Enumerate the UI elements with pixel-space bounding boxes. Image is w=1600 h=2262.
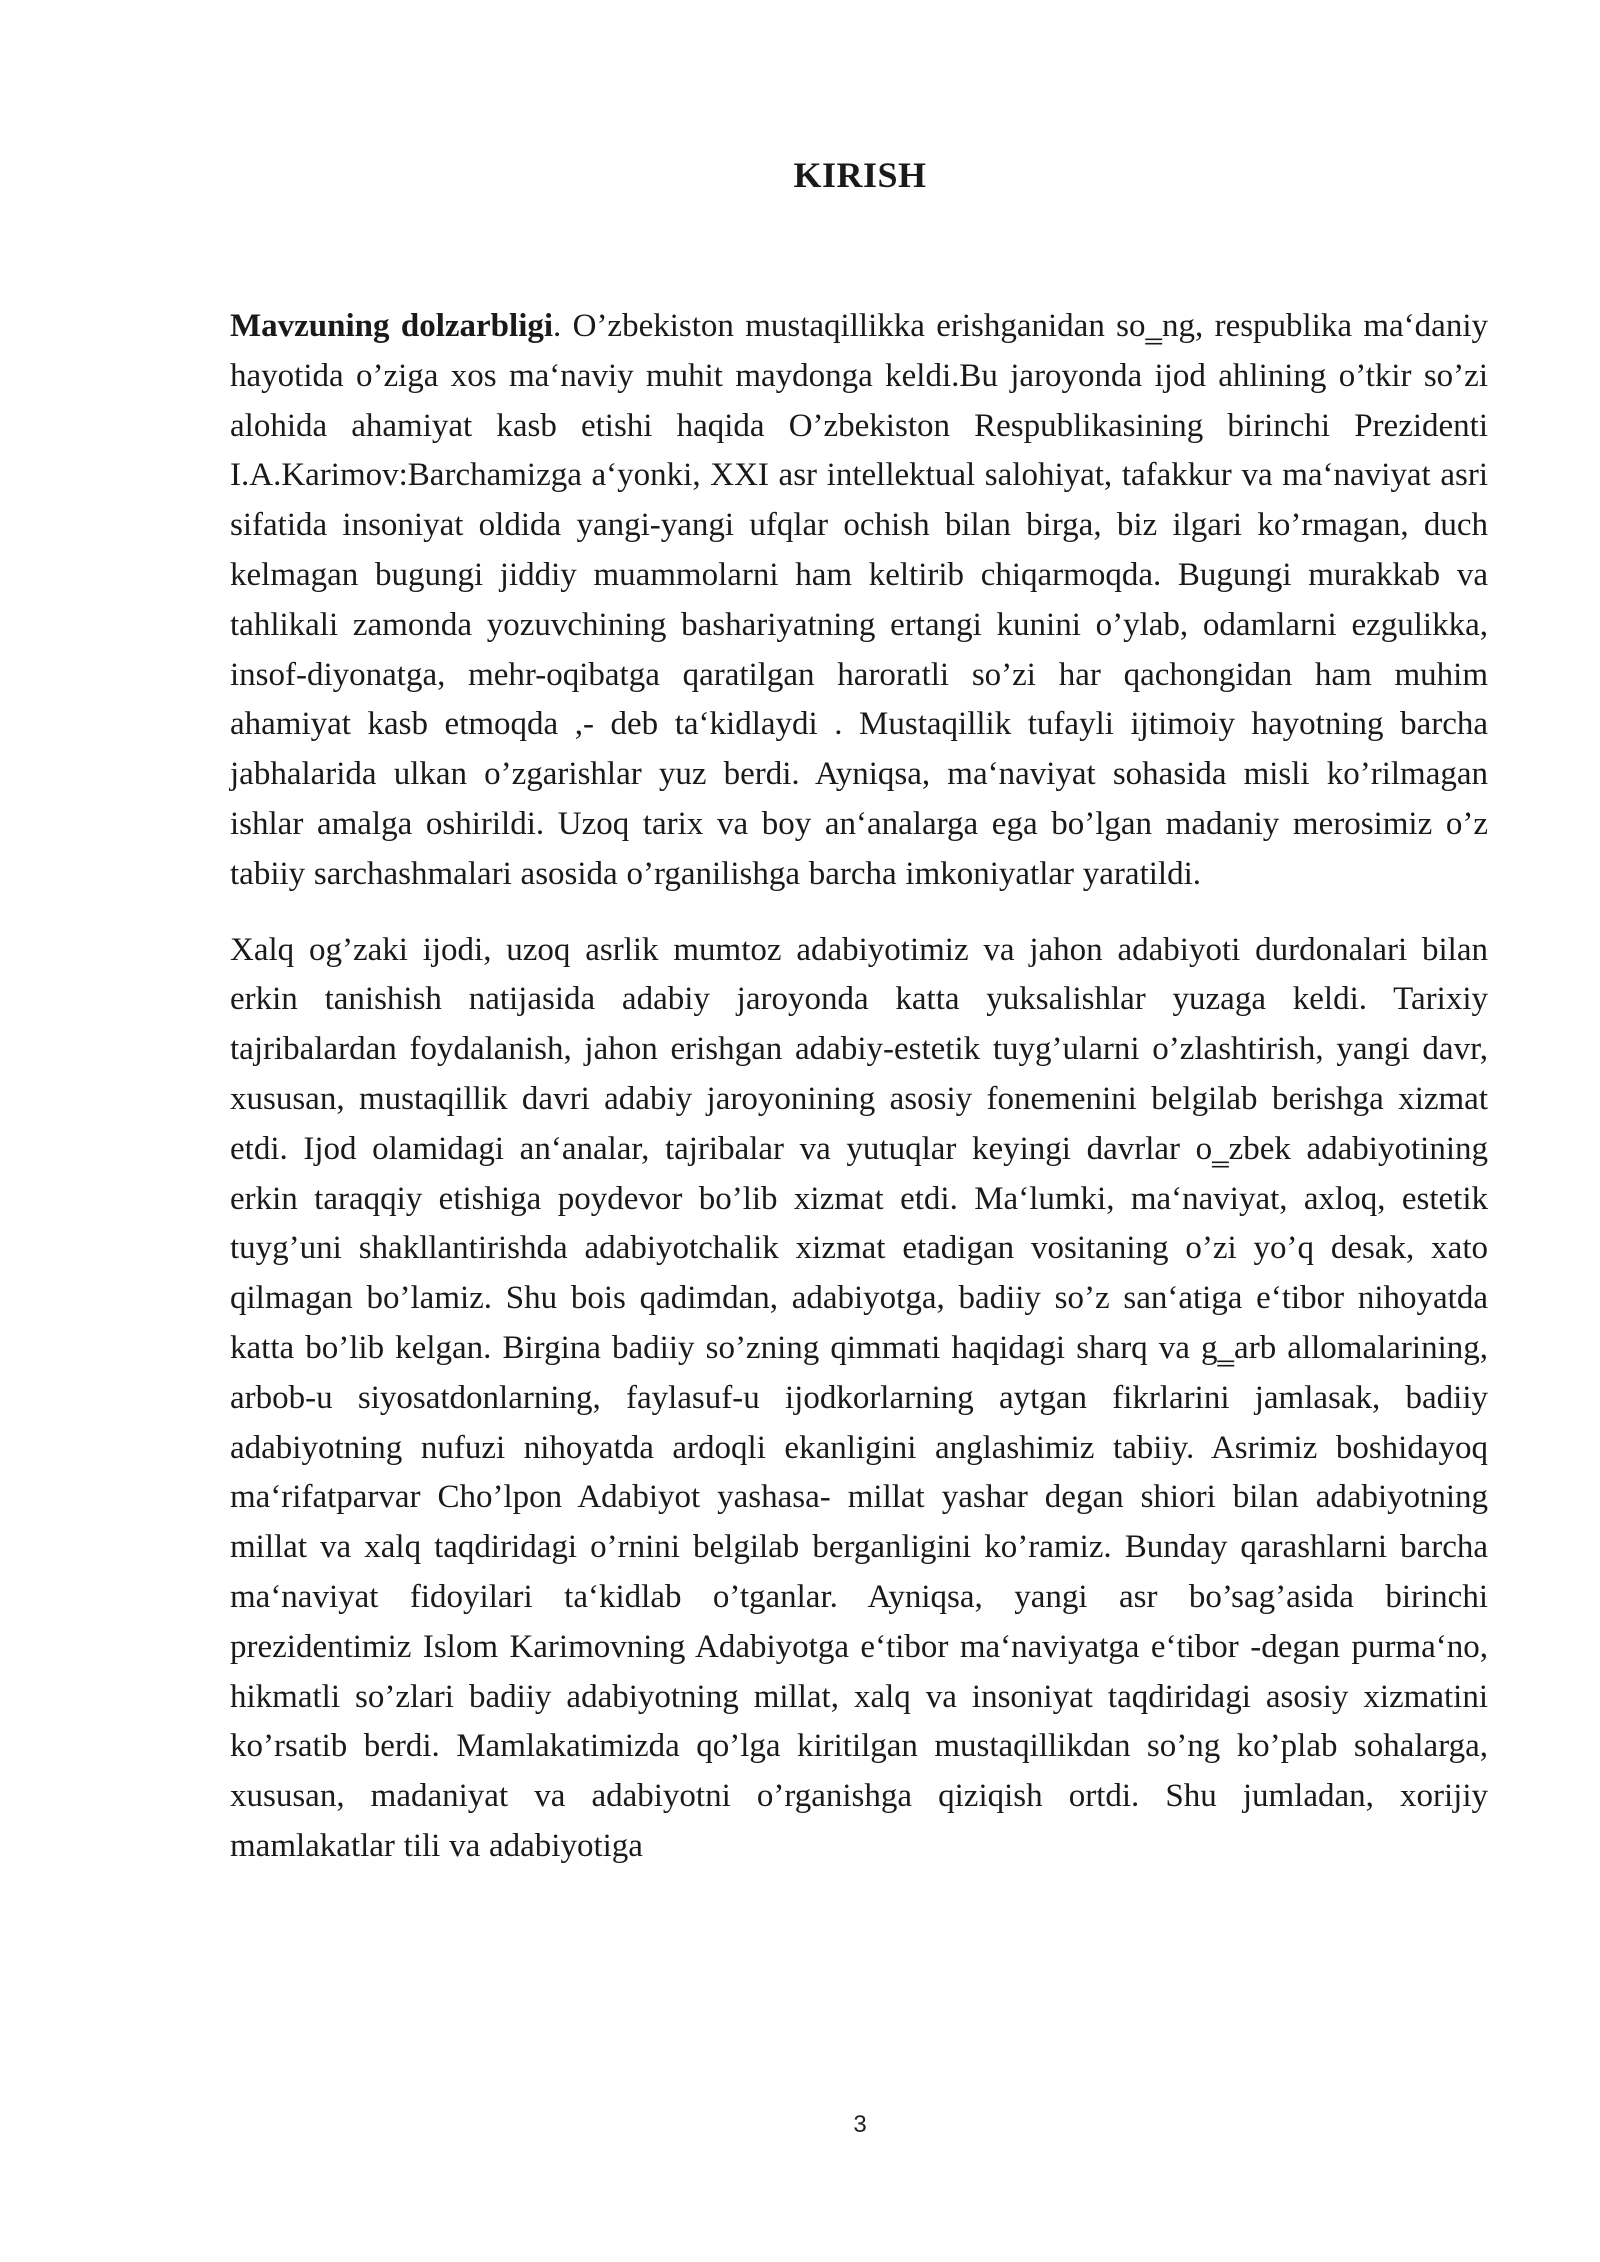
- body-text: [230, 302, 1488, 1872]
- paragraph-relevance: [230, 302, 1488, 900]
- paragraph-relevance-text: . O’zbekiston mustaqillikka erishganidan so‗ng, respublika ma‘daniy hayotida o’ziga xos ma‘naviy muhit maydonga keldi.Bu jaroyonda ijod ahlining o’tkir so’zi alohida ahamiyat kasb etishi haqida O’zbekiston Respublikasining birinchi Prezidenti I.A.Karimov:Barchamizga a‘yonki, XXI asr intellektual salohiyat, tafakkur va ma‘naviyat asri sifatida insoniyat oldida yangi-yangi ufqlar ochish bilan birga, biz ilgari ko’rmagan, duch kelmagan bugungi jiddiy muammolarni ham keltirib chiqarmoqda. Bugungi murakkab va tahlikali zamonda yozuvchining bashariyatning ertangi kunini o’ylab, odamlarni ezgulikka, insof-diyonatga, mehr-oqibatga qaratilgan haroratli so’zi har qachongidan ham muhim ahamiyat kasb etmoqda ,- deb ta‘kidlaydi . Mustaqillik tufayli ijtimoiy hayotning barcha jabhalarida ulkan o’zgarishlar yuz berdi. Ayniqsa, ma‘naviyat sohasida misli ko’rilmagan ishlar amalga oshirildi. Uzoq tarix va boy an‘analarga ega bo’lgan madaniy merosimiz o’z tabiiy sarchashmalari asosida o’rganilishga barcha imkoniyatlar yaratildi.: [230, 308, 1488, 892]
- paragraph-folklore: Xalq og’zaki ijodi, uzoq asrlik mumtoz adabiyotimiz va jahon adabiyoti durdonalari bilan erkin tanishish natijasida adabiy jaroyonda katta yuksalishlar yuzaga keldi. Tarixiy tajribalardan foydalanish, jahon erishgan adabiy-estetik tuyg’ularni o’zlashtirish, yangi davr, xususan, mustaqillik davri adabiy jaroyonining asosiy fonemenini belgilab berishga xizmat etdi. Ijod olamidagi an‘analar, tajribalar va yutuqlar keyingi davrlar o‗zbek adabiyotining erkin taraqqiy etishiga poydevor bo’lib xizmat etdi. Ma‘lumki, ma‘naviyat, axloq, estetik tuyg’uni shakllantirishda adabiyotchalik xizmat etadigan vositaning o’zi yo’q desak, xato qilmagan bo’lamiz. Shu bois qadimdan, adabiyotga, badiiy so’z san‘atiga e‘tibor nihoyatda katta bo’lib kelgan. Birgina badiiy so’zning qimmati haqidagi sharq va g‗arb allomalarining, arbob-u siyosatdonlarning, faylasuf-u ijodkorlarning aytgan fikrlarini jamlasak, badiiy adabiyotning nufuzi nihoyatda ardoqli ekanligini anglashimiz tabiiy. Asrimiz boshidayoq ma‘rifatparvar Cho’lpon Adabiyot yashasa- millat yashar degan shiori bilan adabiyotning millat va xalq taqdiridagi o’rnini belgilab berganligini ko’ramiz. Bunday qarashlarni barcha ma‘naviyat fidoyilari ta‘kidlab o’tganlar. Ayniqsa, yangi asr bo’sag’asida birinchi prezidentimiz Islom Karimovning Adabiyotga e‘tibor ma‘naviyatga e‘tibor -degan purma‘no, hikmatli so’zlari badiiy adabiyotning millat, xalq va insoniyat taqdiridagi asosiy xizmatini ko’rsatib berdi. Mamlakatimizda qo’lga kiritilgan mustaqillikdan so’ng ko’plab sohalarga, xususan, madaniyat va adabiyotni o’rganishga qiziqish ortdi. Shu jumladan, xorijiy mamlakatlar tili va adabiyotiga: [230, 931, 1488, 1864]
- paragraph-lead-heading: Mavzuning dolzarbligi: [230, 308, 554, 344]
- page-number: 3: [853, 2111, 867, 2138]
- section-title: KIRISH: [793, 155, 927, 195]
